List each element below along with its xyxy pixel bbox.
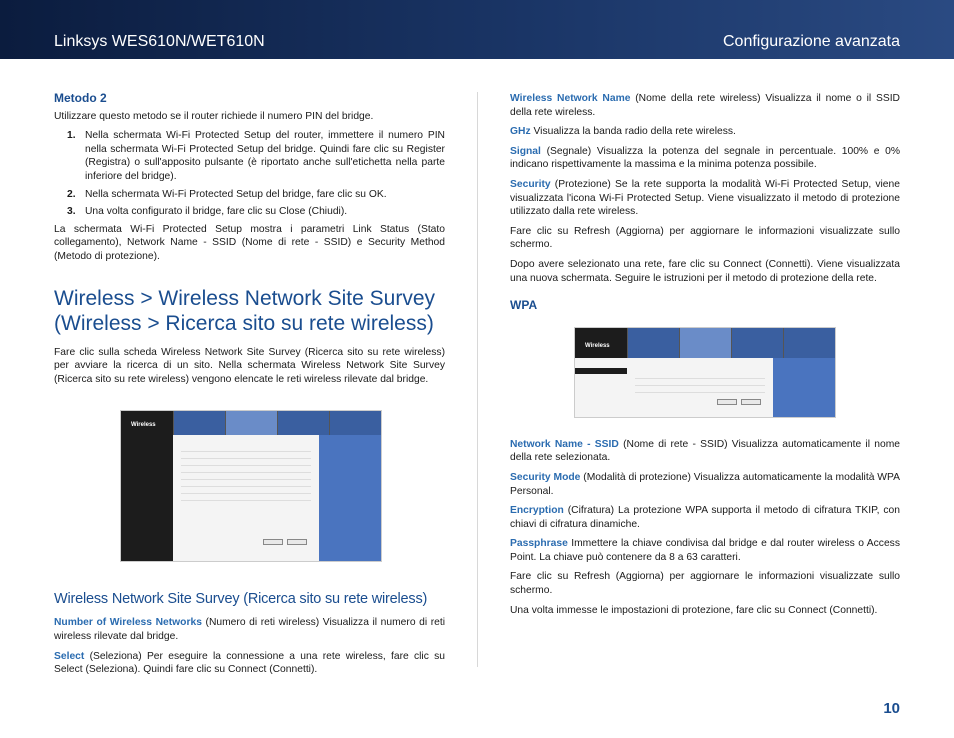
screenshot-tab <box>225 411 277 435</box>
refresh-paragraph: Fare clic su Refresh (Aggiorna) per aggiornare le informazioni visualizzate sullo schermo. <box>510 225 900 251</box>
screenshot-row <box>181 493 311 494</box>
select-paragraph <box>54 650 445 677</box>
screenshot-connect-button <box>287 539 307 545</box>
step-item <box>54 205 445 219</box>
screenshot-row <box>181 451 311 452</box>
security-label: Security <box>510 178 551 190</box>
screenshot-row <box>181 465 311 466</box>
screenshot-row <box>181 458 311 459</box>
survey-title-line-2: (Wireless > Ricerca sito su rete wireless) <box>54 311 434 335</box>
screenshot-left-pane <box>121 435 173 561</box>
screenshot-row <box>181 472 311 473</box>
page-header <box>0 0 954 59</box>
screenshot-row <box>181 500 311 501</box>
screenshot-row <box>181 479 311 480</box>
screenshot-row <box>635 385 765 386</box>
survey-intro: Fare clic sulla scheda Wireless Network Site Survey (Ricerca sito su rete wireless) per avviare la ricerca di un sito. Nella schermata Wireless Network Site Survey (Ricerca sito su rete wireless) vengono elencate le reti wireless rilevate dal bridge. <box>54 346 445 385</box>
survey-subheading: Wireless Network Site Survey (Ricerca sito su rete wireless) <box>54 591 428 608</box>
right-column <box>510 92 900 623</box>
step-text: Nella schermata Wi-Fi Protected Setup del router, immettere il numero PIN nella schermata Wi-Fi Protected Setup del bridge. Quindi fare clic su Register (Registra) o sull'apposito pulsante (è riportato anche sull'etichetta nella parte inferiore del bridge). <box>85 130 445 182</box>
encryption-text: (Cifratura) La protezione WPA supporta il metodo di cifratura TKIP, con chiavi di cifratura dinamiche. <box>510 505 900 530</box>
screenshot-tab <box>329 411 381 435</box>
passphrase-label: Passphrase <box>510 538 568 550</box>
encryption-label: Encryption <box>510 505 564 517</box>
security-paragraph <box>510 178 900 219</box>
step-text: Una volta configurato il bridge, fare clic su Close (Chiudi). <box>85 206 348 218</box>
screenshot-tab <box>783 328 835 358</box>
screenshot-tabs <box>627 328 835 358</box>
passphrase-paragraph <box>510 537 900 564</box>
steps-list <box>54 129 445 219</box>
screenshot-form <box>635 372 765 407</box>
select-text: (Seleziona) Per eseguire la connessione a una rete wireless, fare clic su Select (Seleziona). Quindi fare clic su Connect (Connetti). <box>54 650 445 676</box>
ssid-text: (Nome di rete - SSID) Visualizza automaticamente il nome della rete selezionata. <box>510 438 901 464</box>
step-text: Nella schermata Wi-Fi Protected Setup del bridge, fare clic su OK. <box>85 188 387 200</box>
ssid-paragraph <box>510 438 900 465</box>
header-section-title: Configurazione avanzata <box>722 33 900 50</box>
site-survey-screenshot <box>120 410 382 562</box>
wpa-heading: WPA <box>510 298 538 313</box>
refresh-paragraph-2: Fare clic su Refresh (Aggiorna) per aggiornare le informazioni visualizzate sullo schermo. <box>510 571 900 597</box>
mode-text: (Modalità di protezione) Visualizza automaticamente la modalità WPA Personal. <box>510 471 900 497</box>
step-item <box>54 129 445 183</box>
step-number: 1. <box>67 130 76 142</box>
screenshot-tab <box>731 328 783 358</box>
step-number: 3. <box>67 206 76 218</box>
survey-title-line-1: Wireless > Wireless Network Site Survey <box>54 286 436 310</box>
screenshot-row <box>181 486 311 487</box>
signal-paragraph <box>510 145 900 172</box>
passphrase-text: Immettere la chiave condivisa dal bridge e dal router wireless o Access Point. La chiave può contenere da 8 a 63 caratteri. <box>510 538 900 563</box>
screenshot-tab <box>173 411 225 435</box>
left-column <box>54 92 445 683</box>
screenshot-tabs <box>173 411 381 435</box>
number-networks-label: Number of Wireless Networks <box>54 617 202 629</box>
screenshot-refresh-button <box>717 399 737 405</box>
final-paragraph: Una volta immesse le impostazioni di protezione, fare clic su Connect (Connetti). <box>510 604 878 616</box>
wnn-label: Wireless Network Name <box>510 93 631 104</box>
page-number: 10 <box>883 700 900 717</box>
screenshot-tab <box>277 411 329 435</box>
select-label: Select <box>54 650 85 662</box>
ssid-label: Network Name - SSID <box>510 438 619 450</box>
screenshot-right-bar <box>773 358 835 417</box>
survey-title <box>54 286 445 336</box>
signal-text: (Segnale) Visualizza la potenza del segnale in percentuale. 100% e 0% indicano rispettivamente la massima e la minima potenza possibile. <box>510 145 900 171</box>
status-paragraph: La schermata Wi-Fi Protected Setup mostra i parametri Link Status (Stato collegamento), Network Name - SSID (Nome di rete - SSID) e Security Method (Metodo di protezione). <box>54 223 445 262</box>
metodo-intro: Utilizzare questo metodo se il router richiede il numero PIN del bridge. <box>54 110 374 122</box>
screenshot-connect-button <box>741 399 761 405</box>
metodo-heading: Metodo 2 <box>54 91 107 105</box>
screenshot-brand: Wireless <box>585 342 610 349</box>
step-number: 2. <box>67 188 76 200</box>
encryption-paragraph <box>510 504 900 531</box>
security-text: (Protezione) Se la rete supporta la modalità Wi-Fi Protected Setup, viene visualizzata l'icona Wi-Fi Protected Setup. Viene visualizzato il metodo di protezione utilizzato dalla rete wireless. <box>510 178 900 218</box>
wnn-paragraph <box>510 92 900 119</box>
ghz-paragraph <box>510 125 900 139</box>
wnn-text: (Nome della rete wireless) Visualizza il nome o il SSID della rete wireless. <box>510 93 900 118</box>
step-item <box>54 188 445 202</box>
screenshot-tab <box>627 328 679 358</box>
column-divider <box>477 92 478 667</box>
screenshot-left-pane <box>575 368 627 374</box>
screenshot-refresh-button <box>263 539 283 545</box>
number-networks-text: (Numero di reti wireless) Visualizza il numero di reti wireless rilevate dal bridge. <box>54 617 445 642</box>
ghz-label: GHz <box>510 126 531 138</box>
screenshot-row <box>635 378 765 379</box>
mode-label: Security Mode <box>510 471 581 483</box>
screenshot-table <box>181 445 311 551</box>
number-networks-paragraph <box>54 616 445 643</box>
screenshot-row <box>635 392 765 393</box>
wpa-screenshot <box>574 327 836 418</box>
connect-paragraph: Dopo avere selezionato una rete, fare clic su Connect (Connetti). Viene visualizzata una nuova schermata. Seguire le istruzioni per il metodo di protezione della rete. <box>510 258 900 284</box>
signal-label: Signal <box>510 145 541 157</box>
screenshot-brand: Wireless <box>131 422 156 429</box>
header-product-title: Linksys WES610N/WET610N <box>54 33 265 50</box>
screenshot-right-bar <box>319 435 381 561</box>
mode-paragraph <box>510 471 900 498</box>
ghz-text: Visualizza la banda radio della rete wireless. <box>533 126 736 138</box>
screenshot-tab <box>679 328 731 358</box>
